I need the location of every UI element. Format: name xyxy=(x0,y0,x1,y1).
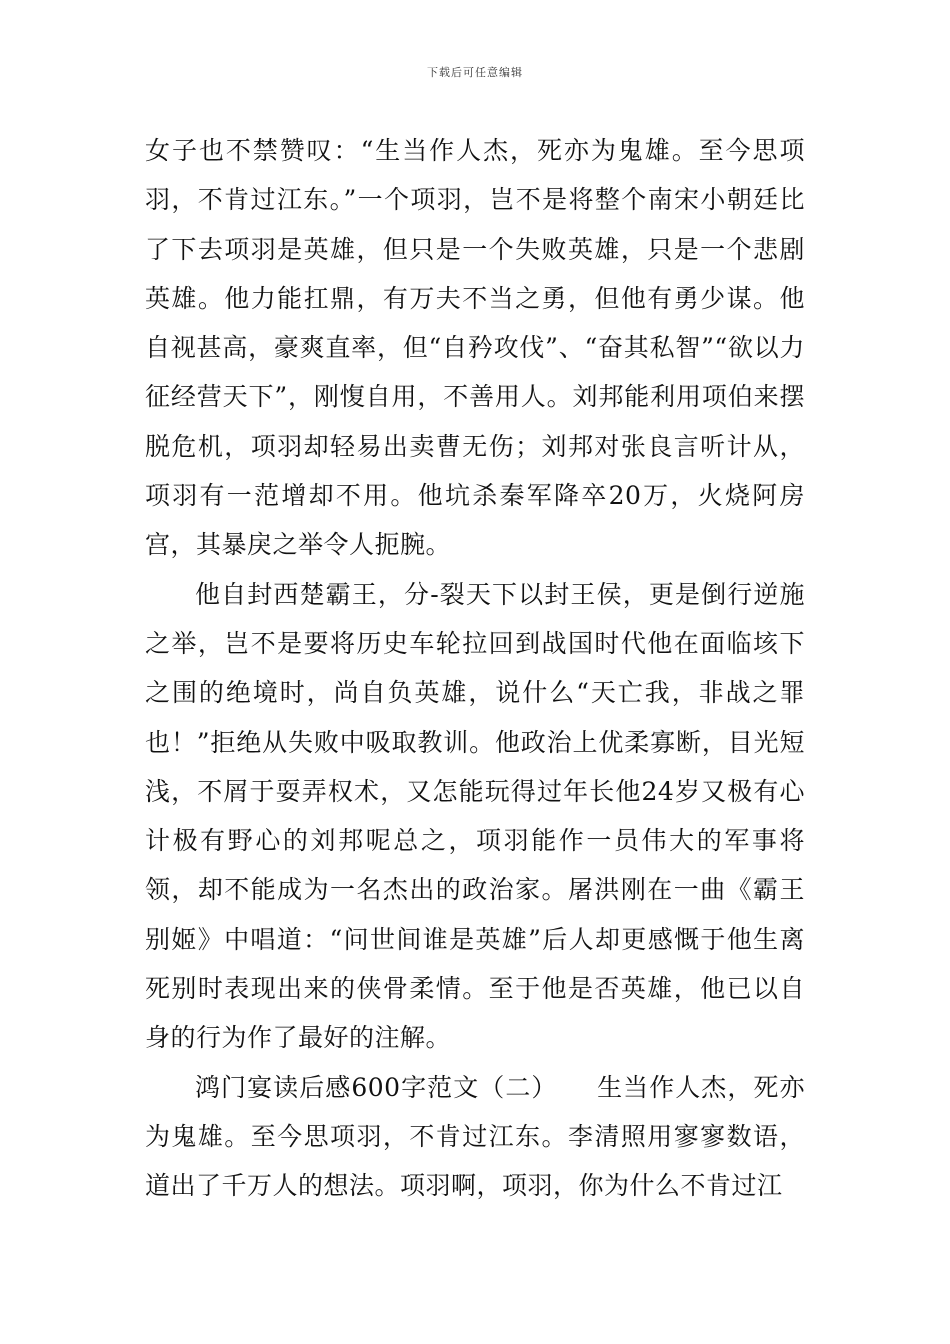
paragraph-1: 女子也不禁赞叹：“生当作人杰，死亦为鬼雄。至今思项羽，不肯过江东。”一个项羽，岂不是将整个南宋小朝廷比了下去项羽是英雄，但只是一个失败英雄，只是一个悲剧英雄。他力能扛鼎，有万夫不当之勇，但他有勇少谋。他自视甚高，豪爽直率，但“自矜攻伐”、“奋其私智”“欲以力征经营天下”，刚愎自用，不善用人。刘邦能利用项伯来摆脱危机，项羽却轻易出卖曹无伤；刘邦对张良言听计从，项羽有一范增却不用。他坑杀秦军降卒20万，火烧阿房宫，其暴戾之举令人扼腕。 xyxy=(145,136,805,560)
page-header: 下载后可任意编辑 xyxy=(427,66,523,79)
paragraph-2: 他自封西楚霸王，分-裂天下以封王侯，更是倒行逆施之举，岂不是要将历史车轮拉回到战国时代他在面临垓下之围的绝境时，尚自负英雄，说什么“天亡我，非战之罪也！”拒绝从失败中吸取教训。他政治上优柔寡断，目光短浅，不屑于耍弄权术，又怎能玩得过年长他24岁又极有心计极有野心的刘邦呢总之，项羽能作一员伟大的军事将领，却不能成为一名杰出的政治家。屠洪刚在一曲《霸王别姬》中唱道：“问世间谁是英雄”后人却更感慨于他生离死别时表现出来的侠骨柔情。至于他是否英雄，他已以自身的行为作了最好的注解。 xyxy=(145,579,805,1053)
paragraph-3: 鸿门宴读后感600字范文（二） 生当作人杰，死亦为鬼雄。至今思项羽，不肯过江东。李清照用寥寥数语，道出了千万人的想法。项羽啊，项羽，你为什么不肯过江 xyxy=(145,1072,805,1201)
document-body xyxy=(145,126,805,1211)
